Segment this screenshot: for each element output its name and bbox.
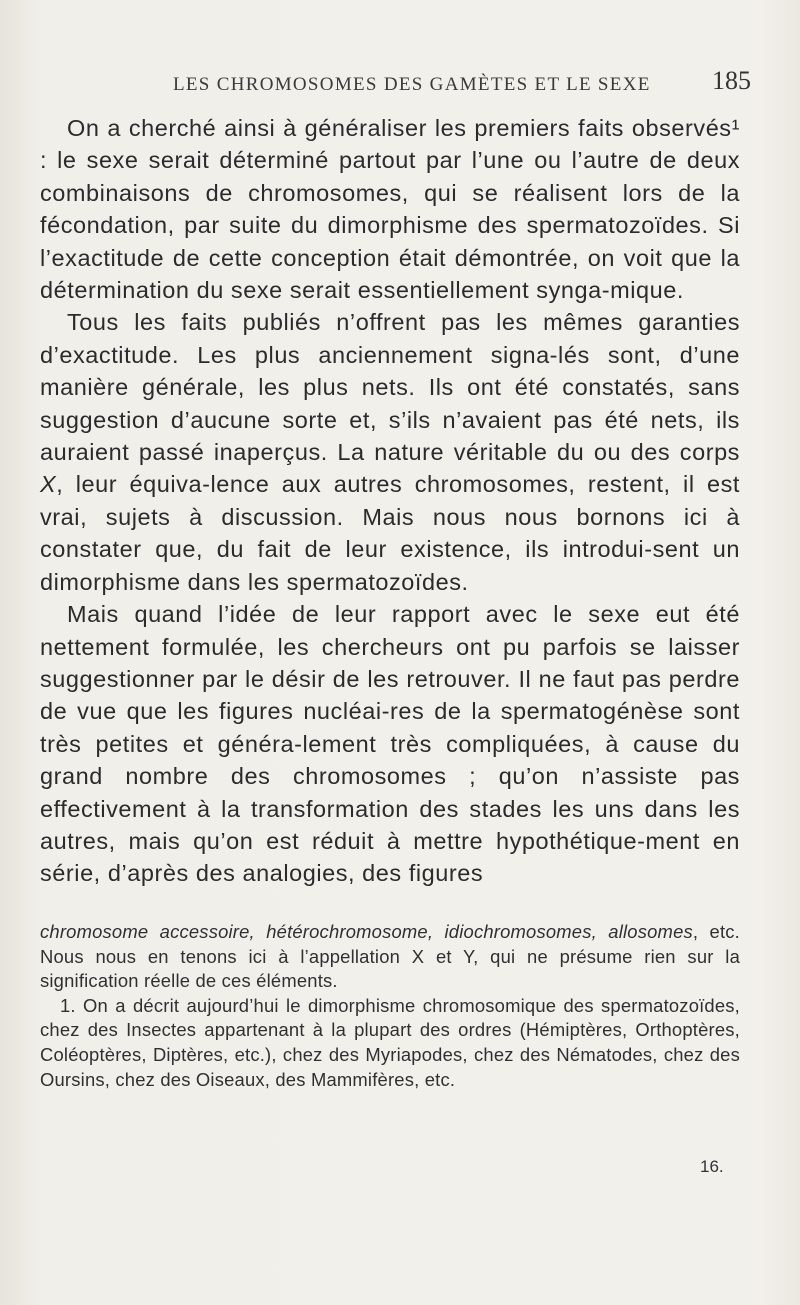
footnote-continuation <box>40 920 740 994</box>
paragraph-1-text: On a cherché ainsi à généraliser les premiers faits observés¹ : le sexe serait déterminé partout par l’une ou l’autre de deux combinaisons de chromosomes, qui se réalisent lors de la fécondation, par suite du dimorphisme des spermatozoïdes. Si l’exactitude de cette conception était démontrée, on voit que la détermination du sexe serait essentiellement synga-mique. <box>40 115 740 304</box>
paragraph-2-text: Tous les faits publiés n’offrent pas les mêmes garanties d’exactitude. Les plus anciennement signa-lés sont, d’une manière générale, les plus nets. Ils ont été constatés, sans suggestion d’aucune sorte et, s’ils n’avaient pas été nets, ils auraient passé inaperçus. La nature véritable du ou des corps <box>40 309 740 466</box>
footnote-1: 1. On a décrit aujourd’hui le dimorphisme chromosomique des spermatozoïdes, chez des Insectes appartenant à la plupart des ordres (Hémiptères, Orthoptères, Coléoptères, Diptères, etc.), chez des Myriapodes, chez des Nématodes, chez des Oursins, chez des Oiseaux, des Mammifères, etc. <box>40 994 740 1090</box>
paragraph-2 <box>40 306 740 598</box>
page-header <box>0 66 800 106</box>
footnote-continuation-text: , etc. Nous nous en tenons ici à l’appellation X et Y, qui ne présume rien sur la signification réelle de ces éléments. <box>40 921 740 992</box>
paragraph-3 <box>40 598 740 890</box>
paragraph-2-text-after: , leur équiva-lence aux autres chromosomes, restent, il est vrai, sujets à discussion. Mais nous nous bornons ici à constater que, du fait de leur existence, ils introdui-sent un dimorphisme dans les spermatozoïdes. <box>40 471 740 595</box>
main-text <box>40 112 740 890</box>
paragraph-1 <box>40 112 740 306</box>
footnote-continuation-italic: chromosome accessoire, hétérochromosome, idiochromosomes, allosomes <box>40 921 693 942</box>
footnotes <box>40 920 740 1092</box>
paragraph-2-italic-x: X <box>40 471 57 498</box>
page-number: 185 <box>712 66 751 95</box>
paragraph-3-text: Mais quand l’idée de leur rapport avec le sexe eut été nettement formulée, les chercheurs ont pu parfois se laisser suggestionner par le désir de les retrouver. Il ne faut pas perdre de vue que les figures nucléai-res de la spermatogénèse sont très petites et généra-lement très compliquées, à cause du grand nombre des chromosomes ; qu’on n’assiste pas effectivement à la transformation des stades les uns dans les autres, mais qu’on est réduit à mettre hypothétique-ment en série, d’après des analogies, des figures <box>40 601 740 887</box>
signature-mark: 16. <box>700 1157 724 1176</box>
running-title: LES CHROMOSOMES DES GAMÈTES ET LE SEXE <box>173 74 651 95</box>
